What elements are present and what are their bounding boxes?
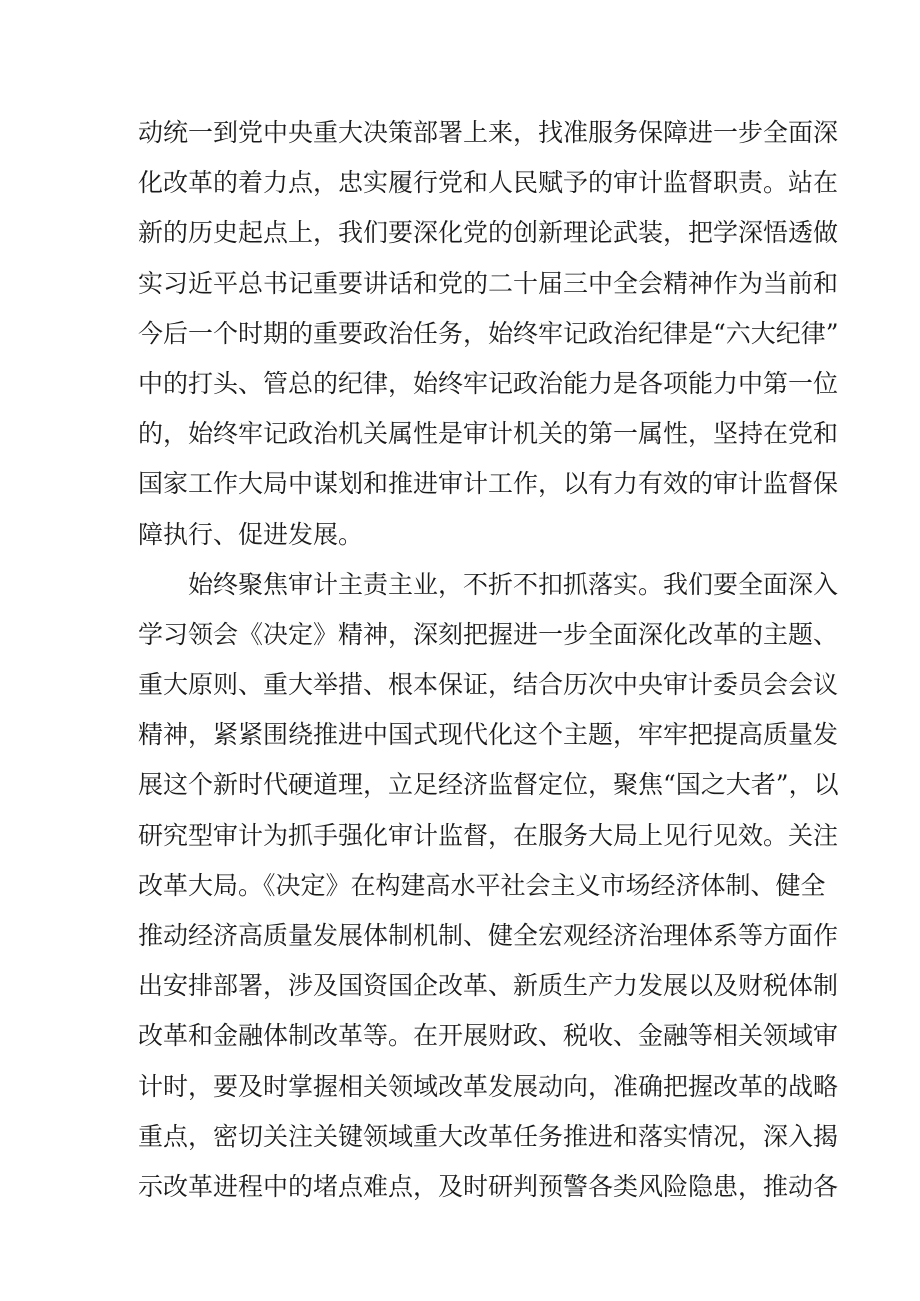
- text-line: 障执行、促进发展。: [138, 519, 364, 549]
- text-line: 改革和金融体制改革等。在开展财政、税收、金融等相关领域审: [138, 1021, 839, 1051]
- text-line: 计时，要及时掌握相关领域改革发展动向，准确把握改革的战略: [138, 1071, 839, 1101]
- text-line: 中的打头、管总的纪律，始终牢记政治能力是各项能力中第一位: [138, 368, 839, 398]
- text-line: 始终聚焦审计主责主业，不折不扣抓落实。我们要全面深入: [188, 569, 839, 599]
- text-line: 精神，紧紧围绕推进中国式现代化这个主题，牢牢把提高质量发: [138, 720, 839, 750]
- text-line: 实习近平总书记重要讲话和党的二十届三中全会精神作为当前和: [138, 268, 839, 298]
- document-body: [138, 108, 839, 1212]
- text-line: 化改革的着力点，忠实履行党和人民赋予的审计监督职责。站在: [138, 168, 839, 198]
- text-line: 研究型审计为抓手强化审计监督，在服务大局上见行见效。关注: [138, 820, 839, 850]
- text-line: 动统一到党中央重大决策部署上来，找准服务保障进一步全面深: [138, 118, 839, 147]
- text-line: 国家工作大局中谋划和推进审计工作，以有力有效的审计监督保: [138, 469, 839, 499]
- text-line: 重点，密切关注关键领域重大改革任务推进和落实情况，深入揭: [138, 1121, 839, 1151]
- text-line: 改革大局。《决定》在构建高水平社会主义市场经济体制、健全: [138, 870, 826, 900]
- text-line: 的，始终牢记政治机关属性是审计机关的第一属性，坚持在党和: [138, 419, 839, 449]
- text-line: 推动经济高质量发展体制机制、健全宏观经济治理体系等方面作: [138, 921, 839, 950]
- text-line: 新的历史起点上，我们要深化党的创新理论武装，把学深悟透做: [138, 218, 839, 248]
- text-line: 示改革进程中的堵点难点，及时研判预警各类风险隐患，推动各: [138, 1171, 839, 1201]
- text-line: 出安排部署，涉及国资国企改革、新质生产力发展以及财税体制: [138, 971, 839, 1001]
- text-line: 重大原则、重大举措、根本保证，结合历次中央审计委员会会议: [138, 670, 839, 700]
- text-line: 学习领会《决定》精神，深刻把握进一步全面深化改革的主题、: [138, 619, 839, 649]
- text-line: 今后一个时期的重要政治任务，始终牢记政治纪律是“六大纪律”: [138, 318, 839, 348]
- text-line: 展这个新时代硬道理，立足经济监督定位，聚焦“国之大者”，以: [138, 770, 839, 800]
